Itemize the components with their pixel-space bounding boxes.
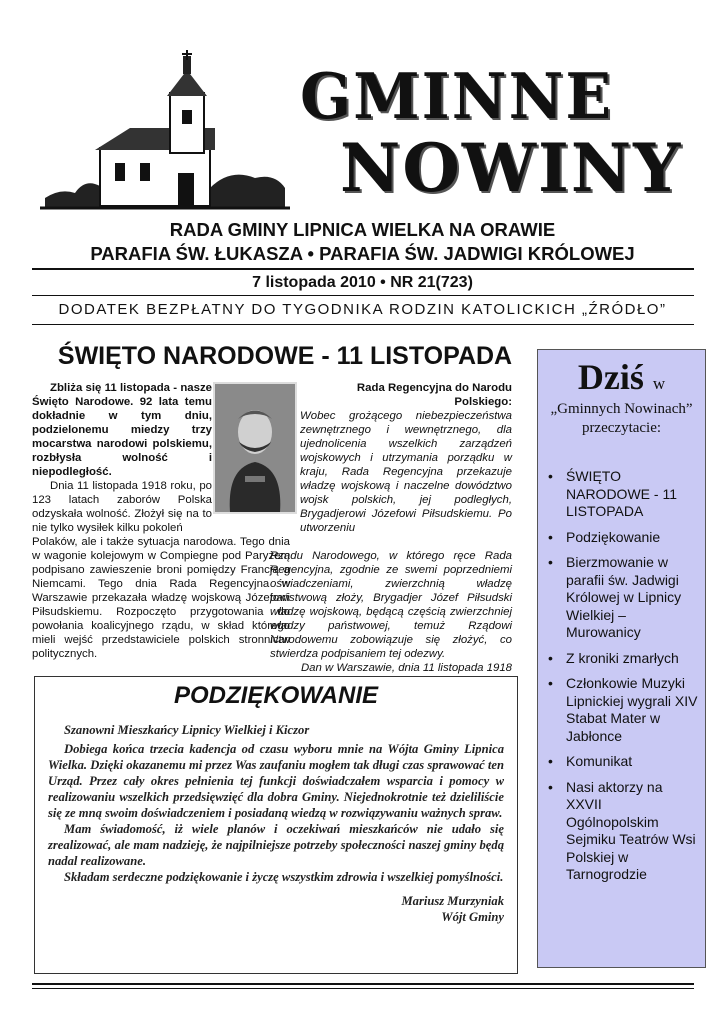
sidebar-subheading bbox=[540, 400, 703, 438]
article-headline: ŚWIĘTO NARODOWE - 11 LISTOPADA bbox=[57, 342, 513, 370]
footer-divider bbox=[32, 983, 694, 985]
proclamation-heading: Rada Regencyjna do Narodu Polskiego: bbox=[356, 382, 512, 408]
masthead-title-gminne: GMINNE bbox=[300, 60, 614, 134]
list-item-label: Bierzmowanie w parafii św. Jadwigi Królowej w Lipnicy Wielkiej – Murowanicy bbox=[566, 554, 682, 640]
list-item[interactable] bbox=[548, 554, 698, 642]
footer-divider bbox=[32, 988, 694, 989]
list-item-label: Członkowie Muzyki Lipnickiej wygrali XIV Stabat Mater w Jabłonce bbox=[566, 675, 698, 744]
signature-role: Wójt Gminy bbox=[441, 910, 504, 924]
article-right-column-bottom bbox=[270, 549, 512, 675]
list-item-label: Z kroniki zmarłych bbox=[566, 649, 679, 666]
list-item[interactable] bbox=[548, 779, 698, 884]
parishes-line: PARAFIA ŚW. ŁUKASZA • PARAFIA ŚW. JADWIGI KRÓLOWEJ bbox=[90, 243, 635, 264]
divider bbox=[32, 324, 694, 325]
church-logo bbox=[40, 48, 290, 216]
list-item[interactable] bbox=[548, 529, 698, 547]
article-lead: Zbliża się 11 listopada - nasze Święto Narodowe. 92 lata temu dokładnie w tym dniu, podzielonemu miedzy trzy mocarstwa narodowi polskiemu, rozbłysła wolność i niepodległość. bbox=[32, 382, 212, 478]
council-line: RADA GMINY LIPNICA WIELKA NA ORAWIE bbox=[169, 219, 556, 240]
list-item[interactable] bbox=[548, 753, 698, 771]
divider bbox=[32, 295, 694, 296]
bullet-icon: • bbox=[548, 753, 553, 769]
list-item-label: Nasi aktorzy na XXVII Ogólnopolskim Sejmiku Teatrów Wsi Polskiej w Tarnogrodzie bbox=[566, 778, 696, 882]
list-item-label: ŚWIĘTO NARODOWE - 11 LISTOPADA bbox=[566, 468, 677, 519]
signature-name: Mariusz Murzyniak bbox=[401, 894, 504, 908]
sidebar-subheading-line: przeczytacie: bbox=[581, 420, 662, 436]
bullet-icon: • bbox=[548, 468, 553, 484]
supplement-line: DODATEK BEZPŁATNY DO TYGODNIKA RODZIN KATOLICKICH „ŹRÓDŁO” bbox=[58, 301, 667, 318]
sidebar-heading-dzis: Dziś bbox=[577, 357, 644, 397]
article-left-column-top bbox=[32, 381, 212, 535]
divider bbox=[32, 268, 694, 270]
bullet-icon: • bbox=[548, 528, 553, 545]
sidebar-subheading-line: „Gminnych Nowinach” bbox=[550, 401, 693, 417]
thanks-paragraph: Dobiega końca trzecia kadencja od czasu wyboru mnie na Wójta Gminy Lipnica Wielka. Dzięki okazanemu mi przez Was zaufaniu mogłem tak długi czas sprawować ten Urząd. Przez cały okres pełnienia tej funkcji doświadczałem wsparcia i pomocy w realizowaniu wszelkich przedsięwzięć dla dobra Gminy. Niejednokrotnie też dzieliliście się ze mną swoim doświadczeniem i posiadaną wiedzą w rozwiązywaniu ważnych spraw. bbox=[48, 742, 504, 820]
list-item[interactable] bbox=[548, 468, 698, 521]
article-right-column-top bbox=[300, 381, 512, 535]
article-paragraph: Dnia 11 listopada 1918 roku, po 123 latach zaborów Polska odzyskała wolność. Złożył się na to nie tylko wysiłek kilku pokoleń bbox=[32, 480, 212, 534]
thanks-paragraph: Składam serdeczne podziękowanie i życzę wszystkim zdrowia i wszelkiej pomyślności. bbox=[64, 870, 504, 884]
article-paragraph: Polaków, ale i także sytuacja narodowa. Tego dnia w wagonie kolejowym w Compiegne pod Paryżem podpisano zawieszenie broni pomiędzy Francją a Niemcami. Tego dnia Rada Regencyjna w Warszawie przekazała władzę wojskową Józefowi Piłsudskiemu. Rozpoczęto przygotowania do powołania koalicyjnego rządu, w skład którego mieli wejść przedstawiciele polskich stronnictw politycznych. bbox=[32, 536, 290, 660]
list-item-label: Komunikat bbox=[566, 753, 633, 769]
issue-date-number: 7 listopada 2010 • NR 21(723) bbox=[252, 274, 473, 291]
bullet-icon: • bbox=[548, 675, 553, 691]
bullet-icon: • bbox=[548, 649, 553, 666]
bullet-icon: • bbox=[548, 554, 553, 570]
list-item-label: Podziękowanie bbox=[566, 528, 661, 545]
article-left-column-bottom bbox=[32, 535, 290, 661]
bullet-icon: • bbox=[548, 778, 553, 795]
thanks-letter bbox=[48, 722, 504, 925]
sidebar-heading-w: w bbox=[652, 374, 666, 393]
thanks-greeting: Szanowni Mieszkańcy Lipnicy Wielkiej i Kiczor bbox=[64, 723, 310, 737]
thanks-paragraph: Mam świadomość, iż wiele planów i oczekiwań mieszkańców nie udało się zrealizować, ale mam nadzieję, że najpilniejsze potrzeby społeczności naszej gminy będą nadal realizowane. bbox=[48, 822, 504, 868]
proclamation-text: Rządu Narodowego, w którego ręce Rada Regencyjna, zgodnie ze swemi poprzedniemi oświadczeniami, zwierzchnią władzę państwową złoży, Brygadjer Józef Piłsudski władzę wojskową, będącą częścią zwierzchniej władzy państwowej, temuż Rządowi Narodowemu zobowiązuje się złożyć, co stwierdza podpisaniem tej odezwy. bbox=[270, 550, 512, 660]
contents-list bbox=[548, 468, 698, 892]
sidebar-heading bbox=[540, 358, 703, 403]
masthead-title-nowiny: NOWINY bbox=[340, 129, 683, 207]
list-item[interactable] bbox=[548, 675, 698, 745]
list-item[interactable] bbox=[548, 650, 698, 668]
proclamation-text: Wobec grożącego niebezpieczeństwa zewnętrznego i wewnętrznego, dla ujednolicenia wszelkich zarządzeń wojskowych i utrzymania porządku w kraju, Rada Regencyjna przekazuje władzę wojskową i naczelne dowództwo wojsk polskich, jej podległych, Brygadjerowi Józefowi Piłsudskiemu. Po utworzeniu bbox=[300, 410, 512, 534]
portrait-photo bbox=[215, 384, 295, 512]
proclamation-signoff: Dan w Warszawie, dnia 11 listopada 1918 bbox=[300, 662, 512, 674]
thanks-title: PODZIĘKOWANIE bbox=[173, 682, 378, 709]
